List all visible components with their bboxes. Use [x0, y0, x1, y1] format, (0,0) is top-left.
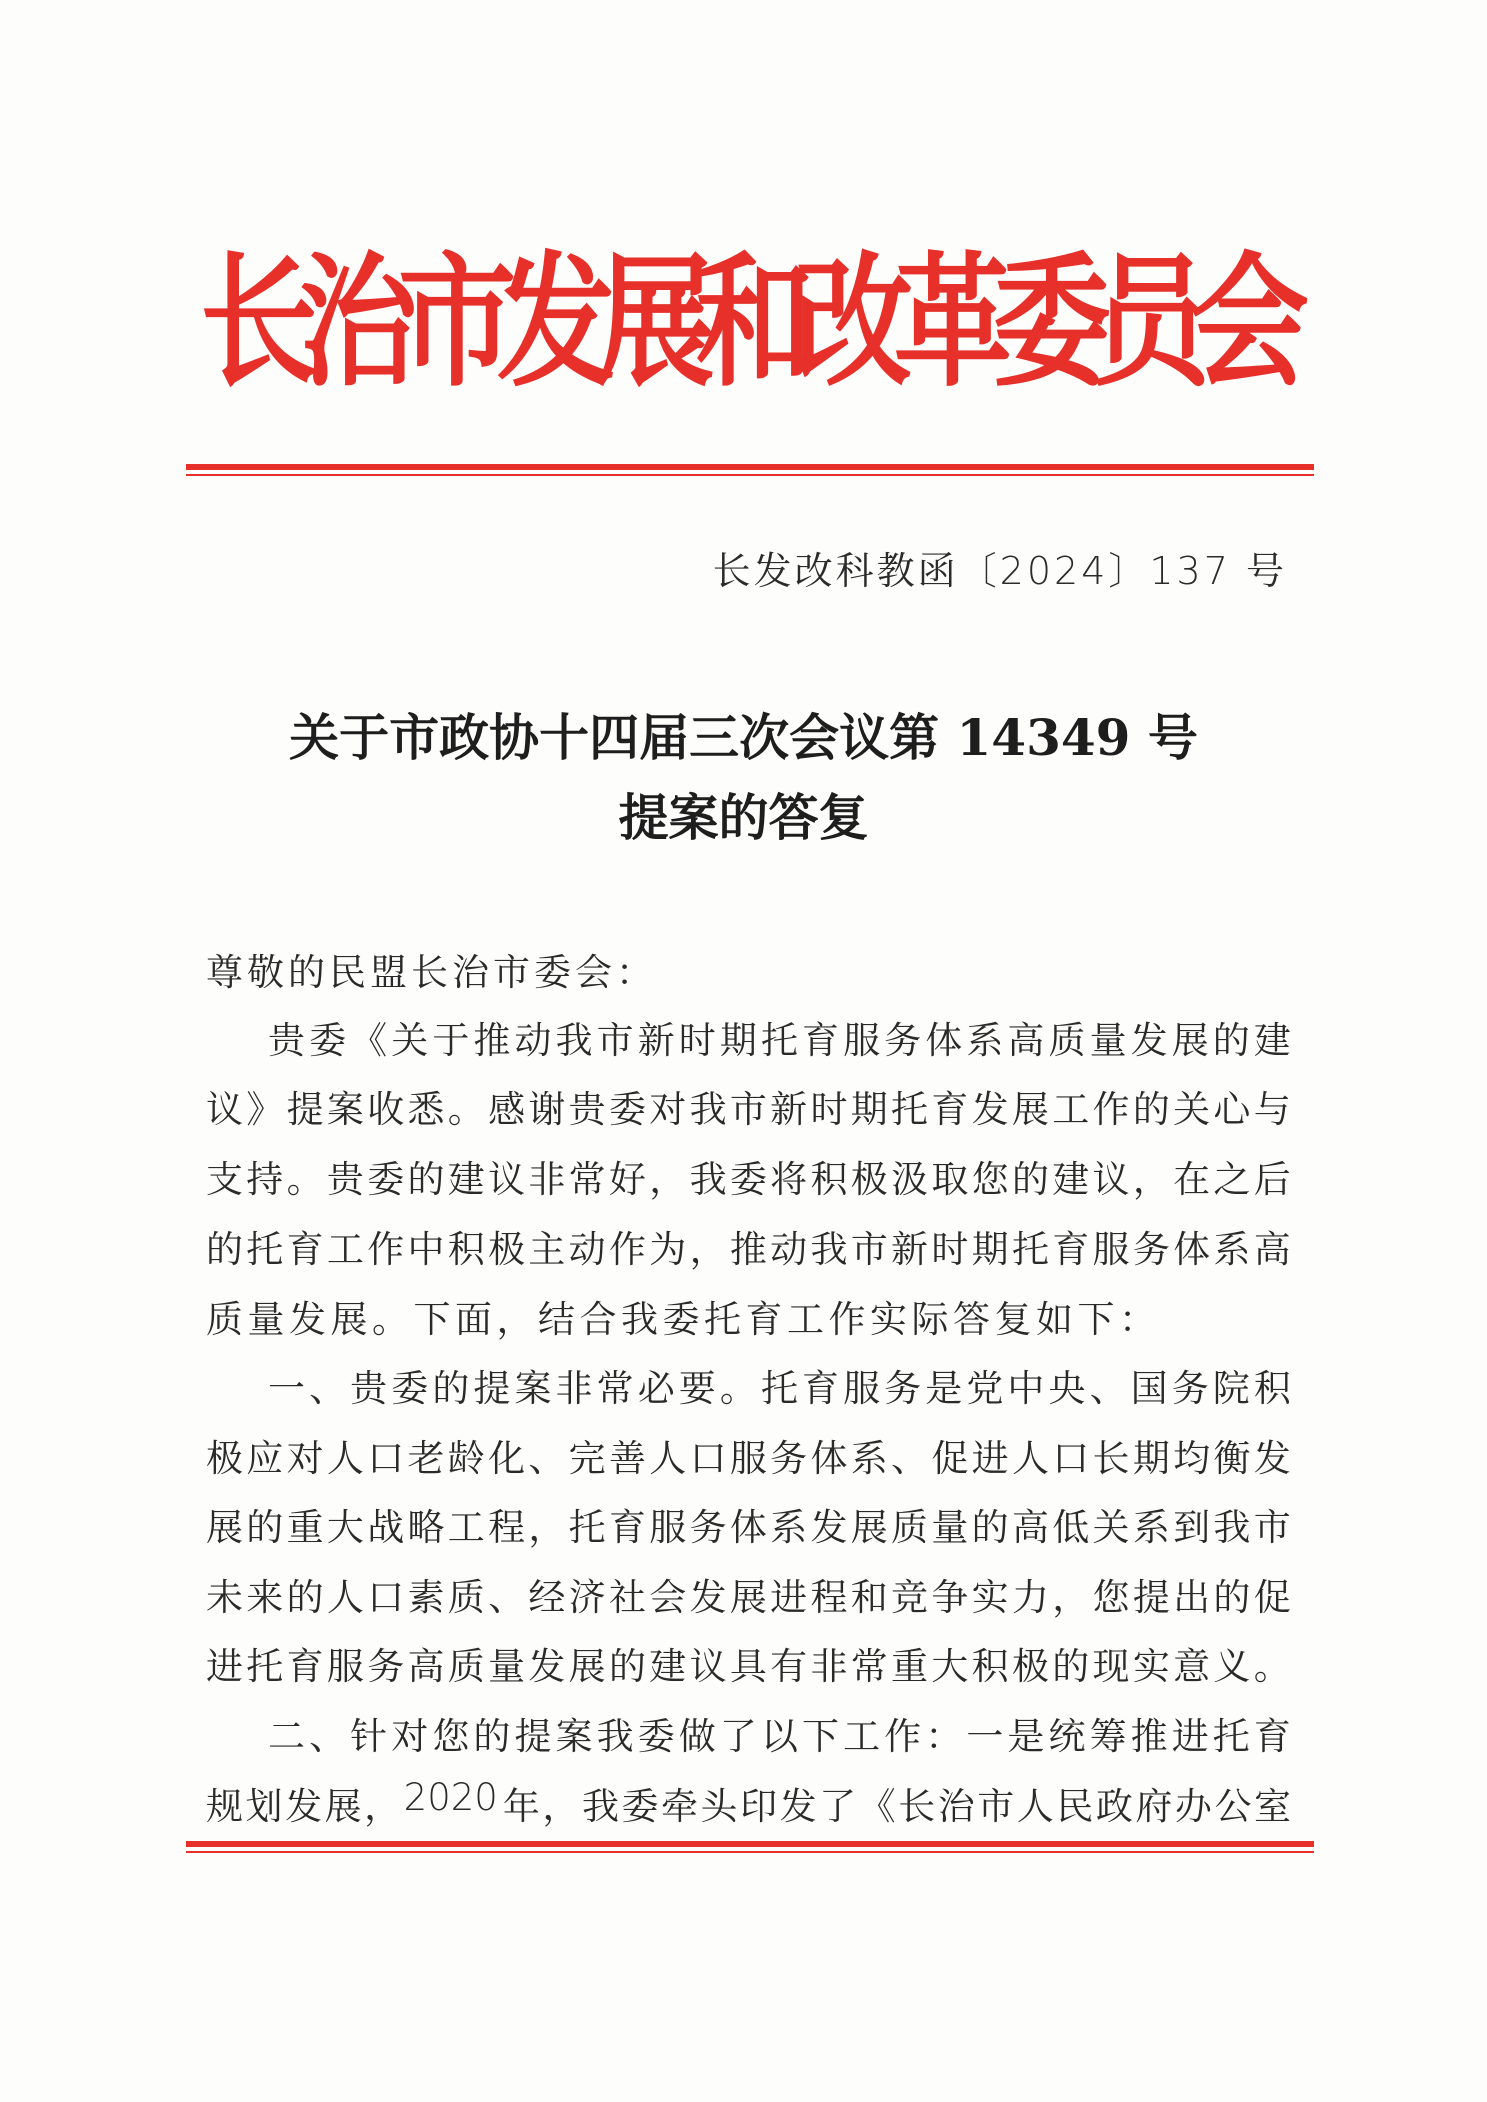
- body-line: 二 、 针 对 您 的 提 案 我 委 做 了 以 下 工 作 ： 一 是 统 筹 推 进 托 育: [268, 1715, 1291, 1758]
- body-line: 质量发展。下面，结合我委托育工作实际答复如下：: [206, 1298, 1161, 1341]
- letterhead-char: 改: [794, 238, 913, 407]
- document-title-line-2: 提案的答复: [618, 788, 869, 847]
- letterhead-char: 革: [893, 238, 1012, 407]
- body-line: 贵 委 《 关 于 推 动 我 市 新 时 期 托 育 服 务 体 系 高 质 量 发 展 的 建: [268, 1019, 1291, 1062]
- letterhead-char: 展: [596, 238, 715, 407]
- body-line: 一 、 贵 委 的 提 案 非 常 必 要 。 托 育 服 务 是 党 中 央 、 国 务 院 积: [268, 1367, 1291, 1410]
- document-number: 长发改科教函〔2024〕137 号: [712, 549, 1287, 593]
- body-line: 未 来 的 人 口 素 质 、 经 济 社 会 发 展 进 程 和 竞 争 实 力 ， 您 提 出 的 促: [206, 1576, 1291, 1619]
- document-title-line-1: 关于市政协十四届三次会议第 14349 号: [289, 708, 1198, 767]
- letterhead-char: 员: [1091, 238, 1210, 407]
- letterhead-char: 委: [992, 238, 1111, 407]
- body-line: 极 应 对 人 口 老 龄 化 、 完 善 人 口 服 务 体 系 、 促 进 人 口 长 期 均 衡 发: [206, 1437, 1291, 1480]
- body-line: 议 》 提 案 收 悉 。 感 谢 贵 委 对 我 市 新 时 期 托 育 发 展 工 作 的 关 心 与: [206, 1088, 1291, 1131]
- body-line: 规 划 发 展 ， 2020 年 ， 我 委 牵 头 印 发 了 《 长 治 市 人 民 政 府 办 公 室: [206, 1776, 1291, 1828]
- body-line: 支 持 。 贵 委 的 建 议 非 常 好 ， 我 委 将 积 极 汲 取 您 的 建 议 ， 在 之 后: [206, 1158, 1291, 1201]
- letterhead-org-name: [200, 210, 1309, 410]
- salutation: 尊敬的民盟长治市委会：: [206, 951, 657, 994]
- body-line: 的 托 育 工 作 中 积 极 主 动 作 为 ， 推 动 我 市 新 时 期 托 育 服 务 体 系 高: [206, 1228, 1291, 1271]
- letterhead-red-rule: [186, 464, 1314, 476]
- letterhead-char: 长: [200, 238, 319, 407]
- letterhead-char: 治: [299, 238, 418, 407]
- letterhead-char: 会: [1190, 238, 1309, 407]
- letterhead-char: 发: [497, 238, 616, 407]
- body-line: 展 的 重 大 战 略 工 程 ， 托 育 服 务 体 系 发 展 质 量 的 高 低 关 系 到 我 市: [206, 1506, 1291, 1549]
- letterhead-char: 和: [695, 238, 814, 407]
- body-line: 进 托 育 服 务 高 质 量 发 展 的 建 议 具 有 非 常 重 大 积 极 的 现 实 意 义 。: [206, 1645, 1291, 1688]
- footer-red-rule: [186, 1841, 1314, 1853]
- letterhead-char: 市: [398, 238, 517, 407]
